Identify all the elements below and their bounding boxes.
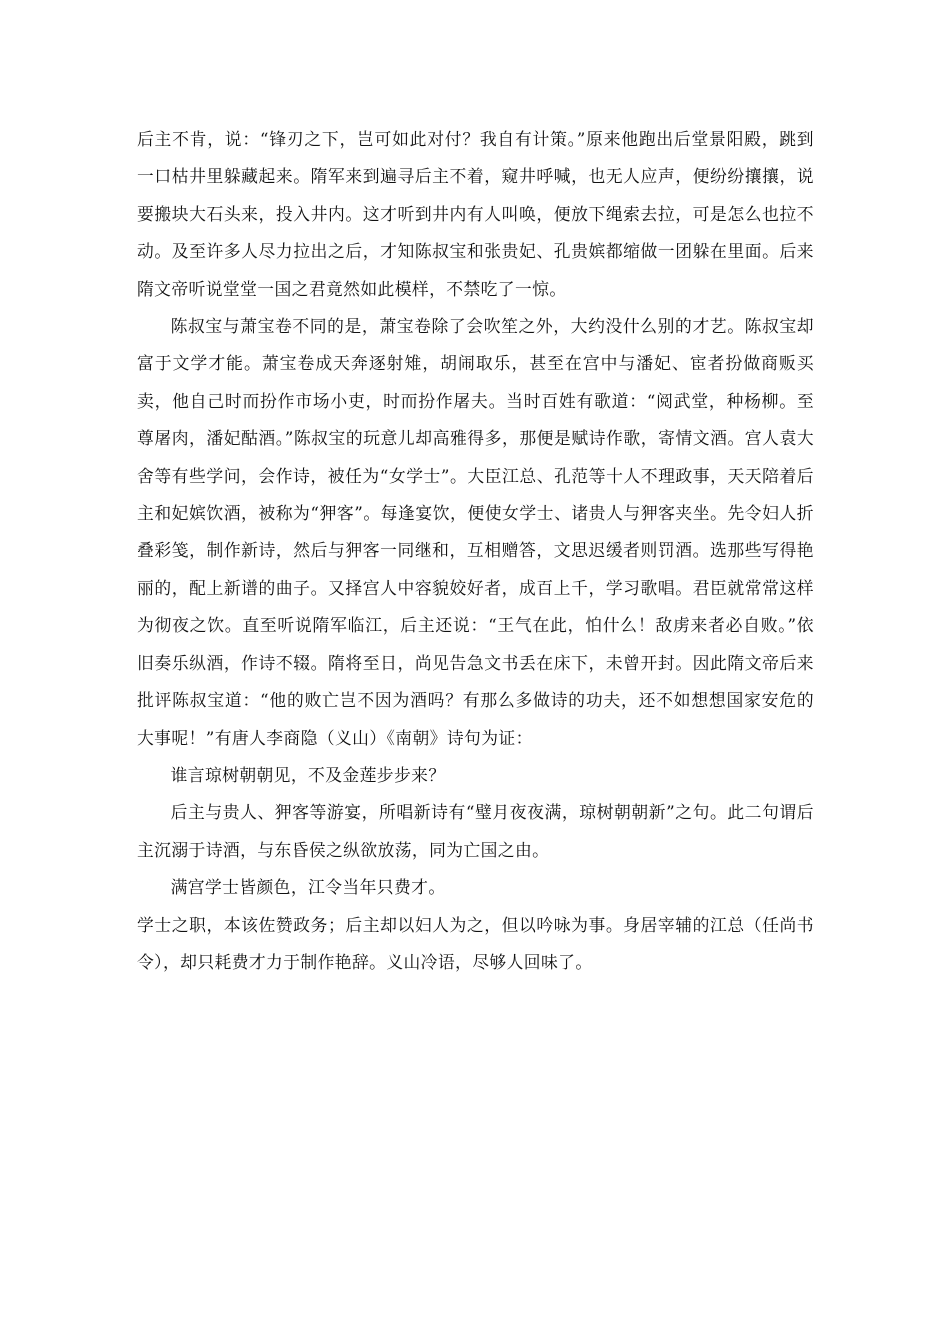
poem-line-1: 谁言琼树朝朝见，不及金莲步步来？ bbox=[170, 764, 446, 785]
poem-line-2: 满宫学士皆颜色，江令当年只费才。 bbox=[170, 877, 446, 898]
paragraph-poem-commentary-2: 学士之职，本该佐赞政务；后主却以妇人为之，但以吟咏为事。身居宰辅的江总（任尚书令），却只耗费才力于制作艳辞。义山冷语，尽够人回味了。 bbox=[137, 914, 814, 972]
paragraph-poem-commentary-1: 后主与贵人、狎客等游宴，所唱新诗有“璧月夜夜满，琼树朝朝新”之句。此二句谓后主沉溺于诗酒，与东昏侯之纵欲放荡，同为亡国之由。 bbox=[137, 802, 814, 860]
paragraph-literary-talent: 陈叔宝与萧宝卷不同的是，萧宝卷除了会吹笙之外，大约没什么别的才艺。陈叔宝却富于文学才能。萧宝卷成天奔逐射雉，胡闹取乐，甚至在宫中与潘妃、宦者扮做商贩买卖，他自己时而扮作市场小吏，时而扮作屠夫。当时百姓有歌道：“阅武堂，种杨柳。至尊屠肉，潘妃酤酒。”陈叔宝的玩意儿却高雅得多，那便是赋诗作歌，寄情文酒。宫人袁大舍等有些学问，会作诗，被任为“女学士”。大臣江总、孔范等十人不理政事，天天陪着后主和妃嫔饮酒，被称为“狎客”。每逢宴饮，便使女学士、诸贵人与狎客夹坐。先令妇人折叠彩笺，制作新诗，然后与狎客一同继和，互相赠答，文思迟缓者则罚酒。选那些写得艳丽的，配上新谱的曲子。又择宫人中容貌姣好者，成百上千，学习歌唱。君臣就常常这样为彻夜之饮。直至听说隋军临江，后主还说：“王气在此，怕什么！敌虏来者必自败。”依旧奏乐纵酒，作诗不辍。隋将至日，尚见告急文书丢在床下，未曾开封。因此隋文帝后来批评陈叔宝道：“他的败亡岂不因为酒吗？有那么多做诗的功夫，还不如想想国家安危的大事呢！”有唐人李商隐（义山）《南朝》诗句为证： bbox=[137, 316, 814, 748]
paragraph-hiding-in-well: 后主不肯，说：“锋刃之下，岂可如此对付？我自有计策。”原来他跑出后堂景阳殿，跳到一口枯井里躲藏起来。隋军来到遍寻后主不着，窥井呼喊，也无人应声，便纷纷攘攘，说要搬块大石头来，投入井内。这才听到井内有人叫唤，便放下绳索去拉，可是怎么也拉不动。及至许多人尽力拉出之后，才知陈叔宝和张贵妃、孔贵嫔都缩做一团躲在里面。后来隋文帝听说堂堂一国之君竟然如此模样，不禁吃了一惊。 bbox=[137, 129, 814, 299]
body-text bbox=[137, 121, 814, 981]
